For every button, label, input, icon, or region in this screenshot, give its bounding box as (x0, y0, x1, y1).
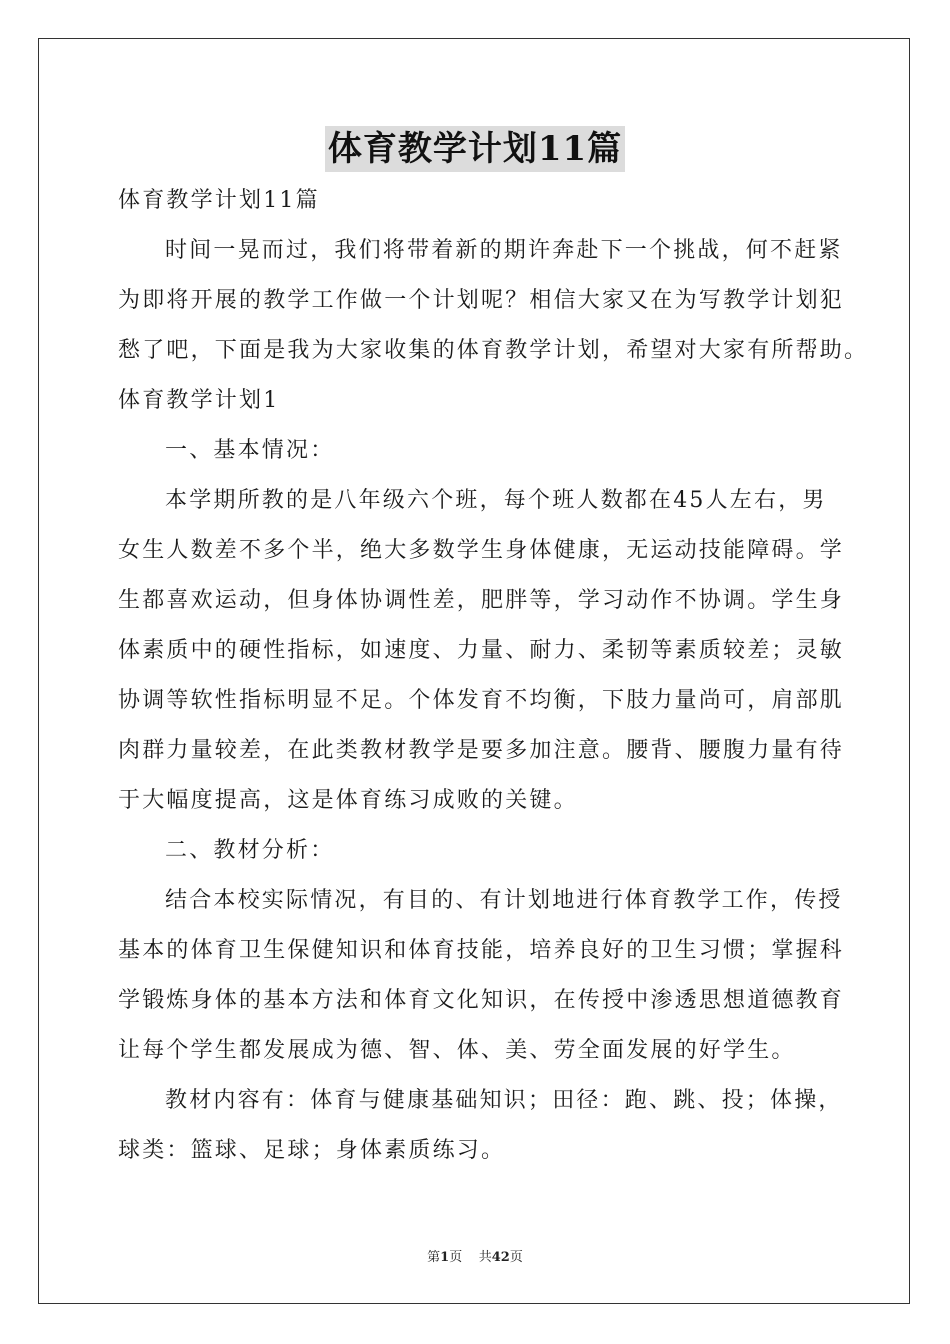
body-line-13: 于大幅度提高，这是体育练习成败的关键。 (118, 788, 578, 813)
document-body (118, 176, 869, 1176)
body-line-4: 愁了吧，下面是我为大家收集的体育教学计划，希望对大家有所帮助。 (118, 338, 869, 363)
body-line-19: 教材内容有：体育与健康基础知识；田径：跑、跳、投；体操， (165, 1088, 843, 1113)
page-footer (0, 1246, 950, 1265)
subheading-basic-situation: 一、基本情况： (165, 438, 335, 463)
document-title: 体育教学计划11篇 (325, 126, 625, 172)
footer-page-number: 1 (440, 1250, 450, 1265)
body-line-18: 让每个学生都发展成为德、智、体、美、劳全面发展的好学生。 (118, 1038, 796, 1063)
body-line-7: 本学期所教的是八年级六个班，每个班人数都在45人左右，男 (165, 488, 827, 513)
body-line-3: 为即将开展的教学工作做一个计划呢？相信大家又在为写教学计划犯 (118, 288, 845, 313)
subheading-material-analysis: 二、教材分析： (165, 838, 335, 863)
body-line-9: 生都喜欢运动，但身体协调性差，肥胖等，学习动作不协调。学生身 (118, 588, 845, 613)
footer-page-suffix: 页 (449, 1250, 463, 1265)
footer-total-suffix: 页 (509, 1250, 523, 1265)
body-line-12: 肉群力量较差，在此类教材教学是要多加注意。腰背、腰腹力量有待 (118, 738, 845, 763)
body-line-8: 女生人数差不多个半，绝大多数学生身体健康，无运动技能障碍。学 (118, 538, 845, 563)
footer-total-prefix: 共 (478, 1250, 492, 1265)
body-line-20: 球类：篮球、足球；身体素质练习。 (118, 1138, 506, 1163)
body-line-11: 协调等软性指标明显不足。个体发育不均衡，下肢力量尚可，肩部肌 (118, 688, 845, 713)
body-line-10: 体素质中的硬性指标，如速度、力量、耐力、柔韧等素质较差；灵敏 (118, 638, 845, 663)
footer-prefix: 第 (427, 1250, 441, 1265)
footer-total-pages: 42 (491, 1250, 510, 1265)
body-line-1: 体育教学计划11篇 (118, 188, 320, 213)
body-line-16: 基本的体育卫生保健知识和体育技能，培养良好的卫生习惯；掌握科 (118, 938, 845, 963)
section-heading-plan-1: 体育教学计划1 (118, 388, 280, 413)
body-line-2: 时间一晃而过，我们将带着新的期许奔赴下一个挑战，何不赶紧 (165, 238, 843, 263)
title-container (0, 126, 950, 172)
body-line-17: 学锻炼身体的基本方法和体育文化知识，在传授中渗透思想道德教育 (118, 988, 845, 1013)
body-line-15: 结合本校实际情况，有目的、有计划地进行体育教学工作，传授 (165, 888, 843, 913)
